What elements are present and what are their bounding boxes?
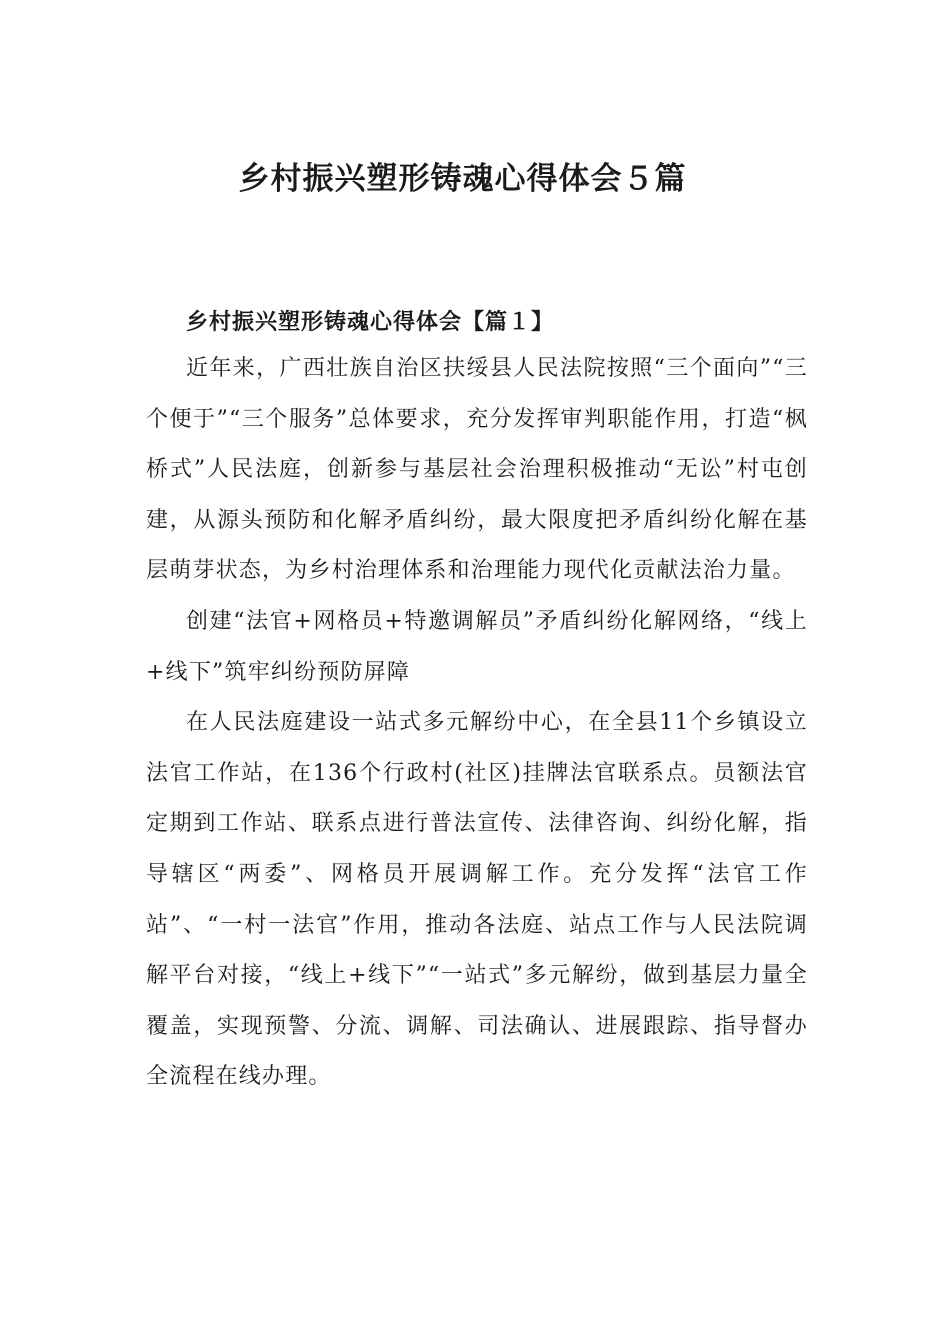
paragraph-intro: 近年来，广西壮族自治区扶绥县人民法院按照“三个面向”“三个便于”“三个服务”总体要求，充分发挥审判职能作用，打造“枫桥式”人民法庭，创新参与基层社会治理积极推动“无讼”村屯创建，从源头预防和化解矛盾纠纷，最大限度把矛盾纠纷化解在基层萌芽状态，为乡村治理体系和治理能力现代化贡献法治力量。	[146, 356, 808, 584]
paragraph-subheading: 创建“法官+网格员+特邀调解员”矛盾纠纷化解网络，“线上+线下”筑牢纠纷预防屏障	[146, 608, 808, 685]
document-title: 乡村振兴塑形铸魂心得体会５篇	[238, 161, 687, 197]
section-heading: 乡村振兴塑形铸魂心得体会【篇１】	[186, 309, 555, 335]
document-body	[146, 300, 808, 1103]
paragraph-details: 在人民法庭建设一站式多元解纷中心，在全县11个乡镇设立法官工作站，在136个行政村(社区)挂牌法官联系点。员额法官定期到工作站、联系点进行普法宣传、法律咨询、纠纷化解，指导辖区“两委”、网格员开展调解工作。充分发挥“法官工作站”、“一村一法官”作用，推动各法庭、站点工作与人民法院调解平台对接，“线上+线下”“一站式”多元解纷，做到基层力量全覆盖，实现预警、分流、调解、司法确认、进展跟踪、指导督办全流程在线办理。	[146, 710, 808, 1090]
